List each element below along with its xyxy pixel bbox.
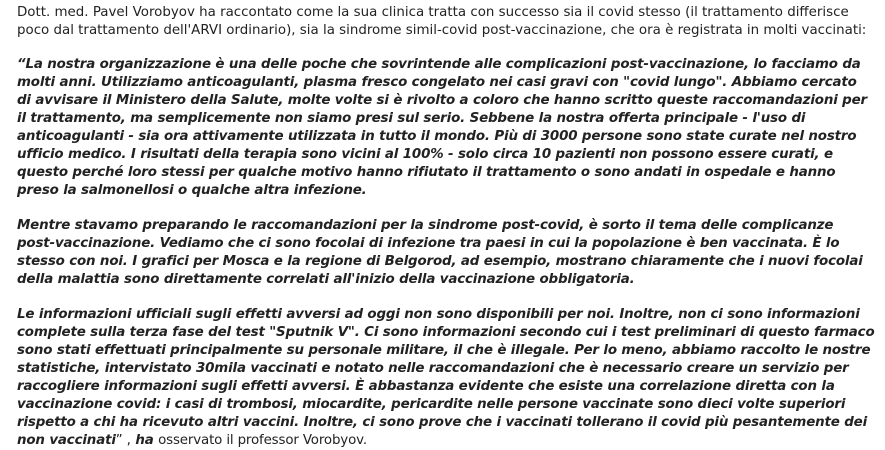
quote-paragraph-3: [17, 306, 875, 450]
article-intro: Dott. med. Pavel Vorobyov ha raccontato come la sua clinica tratta con successo sia il covid stesso (il trattamento differisce poco dal trattamento dell'ARVI ordinario), sia la sindrome simil-covid post-vaccinazione, che ora è registrata in molti vaccinati:: [17, 5, 867, 38]
closing-quote-mark: ” ,: [115, 433, 131, 448]
attribution: osservato il professor Vorobyov.: [158, 433, 367, 448]
closing-ha: ha: [135, 433, 154, 448]
quote-paragraph-3-text: Le informazioni ufficiali sugli effetti avversi ad oggi non sono disponibili per noi. Inoltre, non ci sono informazioni complete sulla terza fase del test "Sputnik V". Ci sono informazioni secondo cui i test preliminari di questo farmaco sono stati effettuati principalmente su personale militare, il che è illegale. Per lo meno, abbiamo raccolto le nostre statistiche, intervistato 30mila vaccinati e notato nelle raccomandazioni che è necessario creare un servizio per raccogliere informazioni sugli effetti avversi. È abbastanza evidente che esiste una correlazione diretta con la vaccinazione covid: i casi di trombosi, miocardite, pericardite nelle persone vaccinate sono dieci volte superiori rispetto a chi ha ricevuto altri vaccini. Inoltre, ci sono prove che i vaccinati tollerano il covid più pesantemente dei non vaccinati: [17, 307, 875, 448]
quote-paragraph-1: “La nostra organizzazione è una delle poche che sovrintende alle complicazioni post-vaccinazione, lo facciamo da molti anni. Utilizziamo anticoagulanti, plasma fresco congelato nei casi gravi con "covid lungo". Abbiamo cercato di avvisare il Ministero della Salute, molte volte si è rivolto a coloro che hanno scritto queste raccomandazioni per il trattamento, ma semplicemente non siamo presi sul serio. Sebbene la nostra offerta principale - l'uso di anticoagulanti - sia ora attivamente utilizzata in tutto il mondo. Più di 3000 persone sono state curate nel nostro ufficio medico. I risultati della terapia sono vicini al 100% - solo circa 10 pazienti non possono essere curati, e questo perché loro stessi per qualche motivo hanno rifiutato il trattamento o sono andati in ospedale e hanno preso la salmonellosi o qualche altra infezione.: [17, 57, 867, 198]
quote-paragraph-2: Mentre stavamo preparando le raccomandazioni per la sindrome post-covid, è sorto il tema delle complicanze post-vaccinazione. Vediamo che ci sono focolai di infezione tra paesi in cui la popolazione è ben vaccinata. È lo stesso con noi. I grafici per Mosca e la regione di Belgorod, ad esempio, mostrano chiaramente che i nuovi focolai della malattia sono direttamente correlati all'inizio della vaccinazione obbligatoria.: [17, 218, 863, 287]
